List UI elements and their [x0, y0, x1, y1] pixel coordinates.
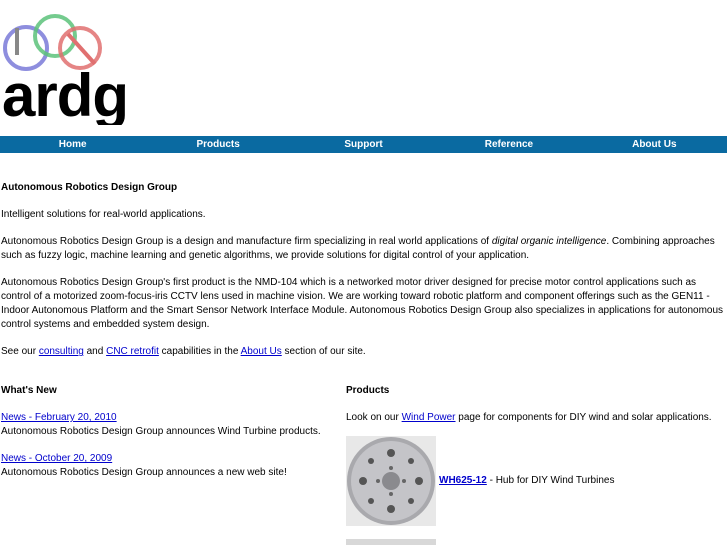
intro-paragraph-1	[1, 235, 727, 263]
nav-support[interactable]: Support	[344, 139, 383, 150]
news-item	[1, 452, 331, 480]
nav-home[interactable]: Home	[58, 139, 87, 150]
products-title: Products	[346, 385, 390, 396]
page-title: Autonomous Robotics Design Group	[1, 182, 178, 193]
intro-paragraph-2: Autonomous Robotics Design Group's first product is the NMD-104 which is a networked motor driver designed for precise motor control applications such as control of a motorized zoom-focus-iris CCTV lens used in machine vision. We are working toward robotic platform and component offerings such as the GEN11 - Indoor Autonomous Platform and the Smart Sensor Network Interface Module. Autonomous Robotics Design Group also specializes in applications for autonomous control systems and embedded system design.	[1, 277, 724, 330]
nav-about-us[interactable]: About Us	[632, 139, 677, 150]
consulting-link[interactable]: consulting	[38, 346, 84, 357]
hub-product-text: - Hub for DIY Wind Turbines	[486, 475, 615, 486]
tagline: Intelligent solutions for real-world applications.	[1, 209, 206, 220]
p3-text-c: capabilities in the	[158, 346, 241, 357]
p1-text-a: Autonomous Robotics Design Group is a design and manufacture firm specializing in real world applications of	[1, 236, 492, 247]
products-text-b: page for components for DIY wind and solar applications.	[455, 412, 712, 423]
nav-products[interactable]: Products	[196, 139, 240, 150]
whats-new-section	[1, 384, 331, 493]
p3-text-d: section of our site.	[281, 346, 366, 357]
intro-section	[0, 181, 727, 372]
p1-emphasis: digital organic intelligence	[491, 236, 607, 247]
wh625-12-link[interactable]: WH625-12	[439, 475, 487, 486]
p3-text-b: and	[83, 346, 107, 357]
whats-new-title: What's New	[1, 385, 57, 396]
nav-reference[interactable]: Reference	[484, 139, 534, 150]
about-us-link[interactable]: About Us	[240, 346, 282, 357]
intro-paragraph-3	[1, 345, 727, 359]
logo-graphic	[0, 0, 210, 125]
news-text: Autonomous Robotics Design Group announces a new web site!	[1, 467, 287, 478]
products-section	[346, 384, 727, 545]
cnc-retrofit-link[interactable]: CNC retrofit	[106, 346, 159, 357]
p3-text-a: See our	[1, 346, 39, 357]
products-text-a: Look on our	[346, 412, 402, 423]
next-product-image[interactable]	[346, 539, 436, 545]
hub-product-image[interactable]	[346, 436, 436, 526]
news-link-oct-2009[interactable]: News - October 20, 2009	[1, 453, 113, 464]
products-description	[346, 411, 727, 425]
news-item	[1, 411, 331, 439]
logo-text: ardg	[2, 62, 129, 125]
news-text: Autonomous Robotics Design Group announces Wind Turbine products.	[1, 426, 321, 437]
wind-power-link[interactable]: Wind Power	[401, 412, 456, 423]
p1-text-b: . Combining approaches such as fuzzy logic, machine learning and genetic algorithms, we provide solutions for digital control of your application.	[1, 236, 715, 261]
product-row	[346, 436, 727, 526]
ardg-logo[interactable]	[0, 0, 210, 125]
hub-product-label	[439, 474, 614, 488]
news-link-feb-2010[interactable]: News - February 20, 2010	[1, 412, 117, 423]
main-navbar	[0, 136, 727, 153]
